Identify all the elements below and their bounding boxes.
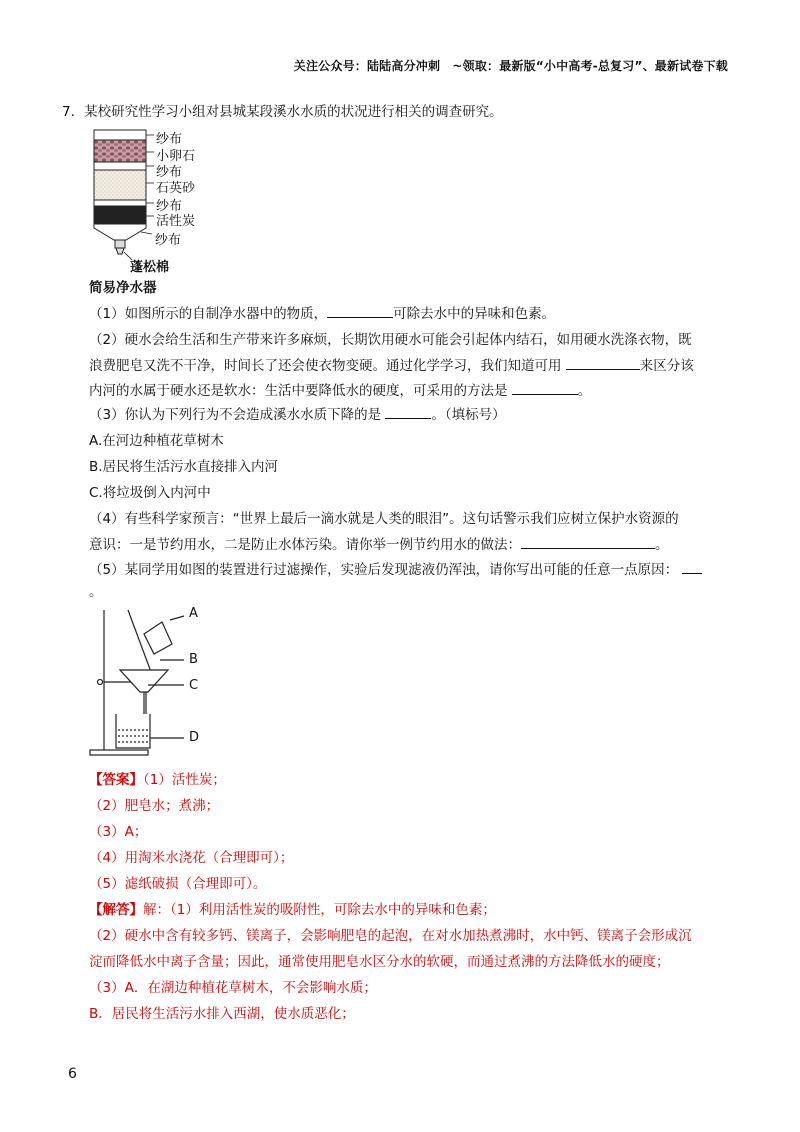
answer-item-1: （1）活性炭； [143,772,226,788]
beaker-a [144,622,172,654]
analysis-line-4: （3）A．在湖边种植花草树木，不会影响水质； [89,980,377,996]
answer-item-3: （3）A； [89,824,148,840]
q1-line [89,305,555,323]
q2-line3-post: 。 [577,383,592,399]
filter-label-d: D [189,730,200,745]
purifier-label-6: 活性炭 [156,214,196,229]
filter-label-a: A [189,606,198,621]
q4-blank [521,536,655,549]
q2-line2-pre: 浪费肥皂又洗不干净，时间长了还会使衣物变硬。通过化学学习，我们知道可用 [89,358,562,374]
q2-line3-pre: 内河的水属于硬水还是软水：生活中要降低水的硬度，可采用的方法是 [89,383,508,399]
filter-label-c: C [189,678,199,693]
q5-line1-text: （5）某同学用如图的装置进行过滤操作，实验后发现滤液仍浑浊，请你写出可能的任意一点原因： [89,562,679,578]
q1-pre: （1）如图所示的自制净水器中的物质， [89,306,328,322]
analysis-line-1 [89,901,496,919]
answer-item-5: （5）滤纸破损（合理即可）。 [89,876,267,892]
analysis-line-5: B．居民将生活污水排入西湖，使水质恶化； [89,1006,355,1022]
option-b: B.居民将生活污水直接排入内河 [89,459,279,475]
analysis-label: 【解答】 [89,902,143,918]
page-header: 关注公众号：陆陆高分冲刺 ~领取：最新版“小中高考-总复习”、最新试卷下载 [293,59,728,73]
q2-line3 [89,382,591,400]
q5-line2: 。 [89,584,103,600]
purifier-label-1: 纱布 [156,132,183,147]
filtration-figure [88,600,228,760]
purifier-label-7: 纱布 [155,233,182,248]
purifier-label-2: 小卵石 [156,149,196,164]
filter-label-b: B [189,652,198,667]
option-a: A.在河边种植花草树木 [89,433,224,449]
answer-item-2: （2）肥皂水；煮沸； [89,798,220,814]
purifier-label-8: 蓬松棉 [130,260,170,275]
purifier-label-3: 纱布 [156,165,183,180]
q2-blank2 [512,382,578,395]
answer-label: 【答案】 [89,772,143,788]
q2-blank1 [566,357,640,370]
q5-line1 [89,561,702,579]
stand-base [90,750,148,755]
purifier-body [94,130,146,254]
answer-line-1 [89,771,226,789]
purifier-caption: 简易净水器 [89,280,157,296]
q4-line2-pre: 意识：一是节约用水，二是防止水体污染。请你举一例节约用水的做法： [89,537,521,553]
answer-item-4: （4）用淘米水浇花（合理即可）； [89,850,294,866]
q4-line2 [89,536,669,554]
q4-line2-post: 。 [655,537,669,553]
beaker-d [116,714,150,748]
purifier-label-5: 纱布 [156,199,183,214]
option-c: C.将垃圾倒入内河中 [89,485,211,501]
q3-line [89,406,506,424]
q2-line1: （2）硬水会给生活和生产带来许多麻烦，长期饮用硬水可能会引起体内结石，如用硬水洗涤衣物，既 [89,332,692,348]
q3-pre: （3）你认为下列行为不会造成溪水水质下降的是 [89,407,382,423]
q1-blank [327,305,393,318]
purifier-label-4: 石英砂 [156,181,196,196]
funnel [120,670,168,692]
q2-line2-post: 来区分该 [639,358,694,374]
q5-blank [682,561,702,574]
q2-line2 [89,357,694,375]
page-number: 6 [68,1066,77,1082]
q4-line1: （4）有些科学家预言：“世界上最后一滴水就是人类的眼泪”。这句话警示我们应树立保护水资源的 [89,511,679,527]
analysis-line-2: （2）硬水中含有较多钙、镁离子，会影响肥皂的起泡，在对水加热煮沸时，水中钙、镁离子会形成沉 [89,928,692,944]
q1-post: 可除去水中的异味和色素。 [393,306,556,322]
question-title: 7．某校研究性学习小组对县城某段溪水水质的状况进行相关的调查研究。 [62,104,503,120]
q3-post: 。（填标号） [431,407,506,423]
analysis-line-3: 淀而降低水中离子含量；因此，通常使用肥皂水区分水的软硬，而通过煮沸的方法降低水的硬度； [89,954,670,970]
q3-blank [385,406,431,419]
analysis-lead: 解：（1）利用活性炭的吸附性，可除去水中的异味和色素； [143,902,496,918]
